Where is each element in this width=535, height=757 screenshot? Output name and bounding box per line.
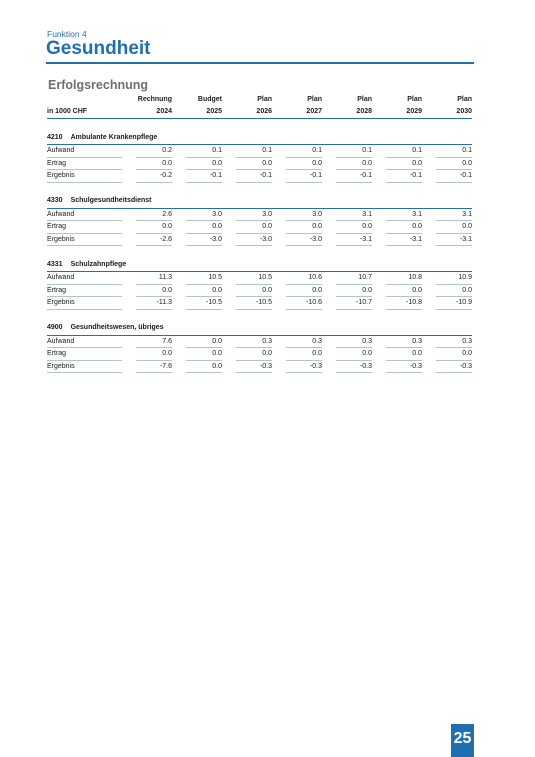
value-cell	[372, 170, 422, 183]
table-row	[47, 361, 472, 374]
table-row	[47, 158, 472, 171]
value-cell	[172, 348, 222, 361]
value: 0.0	[436, 221, 472, 234]
value: -0.3	[336, 361, 372, 374]
row-label: Ertrag	[47, 285, 122, 298]
row-label: Aufwand	[47, 336, 122, 349]
value-cell	[322, 336, 372, 349]
value-cell	[372, 297, 422, 310]
value-cell	[222, 361, 272, 374]
value: -0.3	[286, 361, 322, 374]
value: -3.1	[436, 234, 472, 247]
value-cell	[422, 234, 472, 247]
value: -3.0	[236, 234, 272, 247]
value: 0.1	[236, 145, 272, 158]
value: 0.0	[236, 348, 272, 361]
value: -11.3	[136, 297, 172, 310]
value: -10.7	[336, 297, 372, 310]
value-cell	[422, 170, 472, 183]
value-cell	[422, 272, 472, 285]
value: 0.0	[136, 221, 172, 234]
value-cell	[172, 209, 222, 222]
table-row	[47, 285, 472, 298]
group-name: Schulzahnpflege	[70, 260, 127, 268]
value: 0.0	[386, 158, 422, 171]
value-cell	[272, 209, 322, 222]
value-cell	[322, 285, 372, 298]
value-cell	[172, 297, 222, 310]
value-cell	[422, 361, 472, 374]
value-cell	[322, 297, 372, 310]
page-number: 25	[453, 730, 472, 747]
group-title	[47, 195, 472, 209]
value-cell	[172, 285, 222, 298]
value: 0.0	[336, 348, 372, 361]
value: 0.0	[286, 285, 322, 298]
value: 10.6	[286, 272, 322, 285]
value: 3.1	[386, 209, 422, 222]
value: 0.0	[186, 361, 222, 374]
value-cell	[222, 170, 272, 183]
value-cell	[422, 221, 472, 234]
value-cell	[322, 234, 372, 247]
row-label-cell	[47, 285, 122, 298]
value: 0.0	[286, 221, 322, 234]
spacer-row	[47, 310, 472, 322]
value-cell	[172, 145, 222, 158]
column-type: Plan	[257, 96, 272, 103]
column-type: Plan	[407, 96, 422, 103]
value: -0.3	[386, 361, 422, 374]
group-header-row	[47, 322, 472, 336]
value-cell	[272, 297, 322, 310]
value-cell	[172, 361, 222, 374]
value-cell	[422, 158, 472, 171]
column-type: Budget	[197, 96, 222, 103]
value-cell	[222, 348, 272, 361]
value-cell	[322, 272, 372, 285]
value: 0.0	[236, 285, 272, 298]
value-cell	[122, 336, 172, 349]
value-cell	[222, 158, 272, 171]
row-label: Ergebnis	[47, 170, 122, 183]
value-cell	[172, 234, 222, 247]
value: 0.0	[136, 348, 172, 361]
value: 10.5	[186, 272, 222, 285]
group-name: Gesundheitswesen, übriges	[70, 324, 164, 331]
row-label-cell	[47, 158, 122, 171]
row-label-cell	[47, 361, 122, 374]
value: 10.7	[336, 272, 372, 285]
value: 0.2	[136, 145, 172, 158]
row-label-cell	[47, 336, 122, 349]
value-cell	[222, 297, 272, 310]
group-code: 4900	[47, 324, 63, 331]
row-label: Ertrag	[47, 348, 122, 361]
value-cell	[372, 221, 422, 234]
table-row	[47, 336, 472, 349]
value: 3.0	[236, 209, 272, 222]
function-kicker: Funktion 4	[47, 29, 87, 39]
value-cell	[372, 145, 422, 158]
row-label-cell	[47, 348, 122, 361]
value: 0.0	[136, 158, 172, 171]
value-cell	[422, 297, 472, 310]
value-cell	[372, 336, 422, 349]
unit-label: in 1000 CHF	[47, 106, 122, 119]
spacer-row	[47, 246, 472, 258]
value: 0.0	[186, 285, 222, 298]
value: -7.6	[136, 361, 172, 374]
column-year: 2025	[172, 106, 222, 119]
value: 0.0	[286, 158, 322, 171]
value: 10.8	[386, 272, 422, 285]
value: -10.8	[386, 297, 422, 310]
value: 3.0	[186, 209, 222, 222]
group-title	[47, 258, 472, 272]
value: 0.0	[386, 221, 422, 234]
value-cell	[122, 361, 172, 374]
group-title	[47, 131, 472, 145]
group-name: Schulgesundheitsdienst	[70, 197, 152, 204]
header-row-years	[47, 106, 472, 119]
group-name: Ambulante Krankenpflege	[70, 133, 158, 141]
value: 0.0	[436, 348, 472, 361]
row-label: Ergebnis	[47, 234, 122, 247]
value: 0.1	[336, 145, 372, 158]
value: 0.0	[386, 285, 422, 298]
row-label-cell	[47, 272, 122, 285]
value: 0.0	[186, 221, 222, 234]
value: 3.1	[336, 209, 372, 222]
group-title	[47, 322, 472, 336]
row-label-cell	[47, 145, 122, 158]
value: 3.1	[436, 209, 472, 222]
group-code: 4331	[47, 260, 63, 268]
value: -3.0	[286, 234, 322, 247]
value: -0.1	[286, 170, 322, 183]
value: 0.1	[186, 145, 222, 158]
value: -0.3	[436, 361, 472, 374]
value-cell	[122, 297, 172, 310]
value: 0.0	[186, 158, 222, 171]
value-cell	[222, 221, 272, 234]
group-code: 4210	[47, 133, 63, 141]
value: 0.0	[236, 221, 272, 234]
value: -0.1	[436, 170, 472, 183]
column-year: 2028	[322, 106, 372, 119]
value-cell	[122, 170, 172, 183]
value-cell	[222, 285, 272, 298]
group-code: 4330	[47, 197, 63, 204]
value: -0.1	[186, 170, 222, 183]
table-row	[47, 272, 472, 285]
value-cell	[322, 145, 372, 158]
value: 0.3	[336, 336, 372, 349]
value-cell	[272, 336, 322, 349]
value: 0.0	[236, 158, 272, 171]
column-type: Rechnung	[137, 96, 172, 103]
value-cell	[372, 272, 422, 285]
value-cell	[122, 285, 172, 298]
value-cell	[372, 348, 422, 361]
value-cell	[122, 234, 172, 247]
header-blank	[47, 94, 122, 106]
value-cell	[422, 336, 472, 349]
value-cell	[122, 272, 172, 285]
value: 0.0	[436, 158, 472, 171]
group-header-row	[47, 258, 472, 272]
value: 7.6	[136, 336, 172, 349]
value-cell	[422, 209, 472, 222]
income-statement-table	[47, 94, 472, 373]
value-cell	[222, 234, 272, 247]
column-year: 2026	[222, 106, 272, 119]
value: -3.1	[336, 234, 372, 247]
table-row	[47, 221, 472, 234]
value-cell	[272, 234, 322, 247]
value-cell	[322, 361, 372, 374]
table-row	[47, 209, 472, 222]
value-cell	[122, 145, 172, 158]
value-cell	[372, 285, 422, 298]
row-label-cell	[47, 170, 122, 183]
group-header-row	[47, 131, 472, 145]
value: 0.3	[236, 336, 272, 349]
value: -0.3	[236, 361, 272, 374]
value-cell	[322, 221, 372, 234]
table-row	[47, 297, 472, 310]
value: 0.0	[136, 285, 172, 298]
spacer-row	[47, 119, 472, 131]
value-cell	[172, 221, 222, 234]
value: 0.0	[336, 221, 372, 234]
value: 0.0	[186, 336, 222, 349]
value-cell	[222, 272, 272, 285]
value: 0.0	[386, 348, 422, 361]
value: -0.1	[336, 170, 372, 183]
column-year: 2030	[422, 106, 472, 119]
value: -10.5	[236, 297, 272, 310]
header-row-types	[47, 94, 472, 106]
value: -0.1	[386, 170, 422, 183]
value-cell	[272, 272, 322, 285]
row-label-cell	[47, 209, 122, 222]
value-cell	[122, 158, 172, 171]
row-label: Aufwand	[47, 145, 122, 158]
value-cell	[172, 272, 222, 285]
value: 0.0	[336, 158, 372, 171]
column-type: Plan	[357, 96, 372, 103]
value-cell	[222, 336, 272, 349]
value-cell	[272, 285, 322, 298]
value-cell	[172, 158, 222, 171]
value-cell	[422, 145, 472, 158]
value: 2.6	[136, 209, 172, 222]
value: -0.1	[236, 170, 272, 183]
column-type: Plan	[457, 96, 472, 103]
value: 0.0	[436, 285, 472, 298]
value-cell	[122, 209, 172, 222]
row-label-cell	[47, 234, 122, 247]
value: 0.1	[286, 145, 322, 158]
value: 3.0	[286, 209, 322, 222]
value-cell	[172, 170, 222, 183]
row-label: Ertrag	[47, 158, 122, 171]
column-year: 2029	[372, 106, 422, 119]
table-row	[47, 234, 472, 247]
row-label: Aufwand	[47, 209, 122, 222]
value-cell	[322, 209, 372, 222]
value-cell	[422, 348, 472, 361]
value-cell	[272, 158, 322, 171]
value-cell	[272, 348, 322, 361]
value-cell	[272, 361, 322, 374]
row-label: Ertrag	[47, 221, 122, 234]
page-title: Gesundheit	[46, 38, 151, 59]
section-title: Erfolgsrechnung	[48, 78, 149, 92]
value-cell	[172, 336, 222, 349]
value-cell	[372, 361, 422, 374]
row-label-cell	[47, 297, 122, 310]
spacer-row	[47, 183, 472, 195]
value-cell	[272, 145, 322, 158]
value: 0.0	[336, 285, 372, 298]
value: 0.3	[386, 336, 422, 349]
value: -10.9	[436, 297, 472, 310]
value: -3.0	[186, 234, 222, 247]
value-cell	[372, 234, 422, 247]
value-cell	[222, 209, 272, 222]
row-label: Ergebnis	[47, 361, 122, 374]
value-cell	[122, 348, 172, 361]
value: -2.6	[136, 234, 172, 247]
value-cell	[272, 170, 322, 183]
value: 0.3	[436, 336, 472, 349]
row-label: Aufwand	[47, 272, 122, 285]
value-cell	[122, 221, 172, 234]
table-row	[47, 170, 472, 183]
value: 0.0	[186, 348, 222, 361]
value: 0.1	[436, 145, 472, 158]
value: 10.5	[236, 272, 272, 285]
value-cell	[272, 221, 322, 234]
value: -10.5	[186, 297, 222, 310]
value: -3.1	[386, 234, 422, 247]
value: 10.9	[436, 272, 472, 285]
column-type: Plan	[307, 96, 322, 103]
column-year: 2024	[122, 106, 172, 119]
value: -0.2	[136, 170, 172, 183]
value: -10.6	[286, 297, 322, 310]
table-row	[47, 145, 472, 158]
column-year: 2027	[272, 106, 322, 119]
value-cell	[322, 170, 372, 183]
value-cell	[322, 348, 372, 361]
value: 0.1	[386, 145, 422, 158]
value-cell	[422, 285, 472, 298]
value: 11.3	[136, 272, 172, 285]
value: 0.0	[286, 348, 322, 361]
value-cell	[222, 145, 272, 158]
value-cell	[322, 158, 372, 171]
row-label: Ergebnis	[47, 297, 122, 310]
value-cell	[372, 158, 422, 171]
group-header-row	[47, 195, 472, 209]
title-rule	[46, 62, 474, 64]
row-label-cell	[47, 221, 122, 234]
table-row	[47, 348, 472, 361]
value: 0.3	[286, 336, 322, 349]
value-cell	[372, 209, 422, 222]
